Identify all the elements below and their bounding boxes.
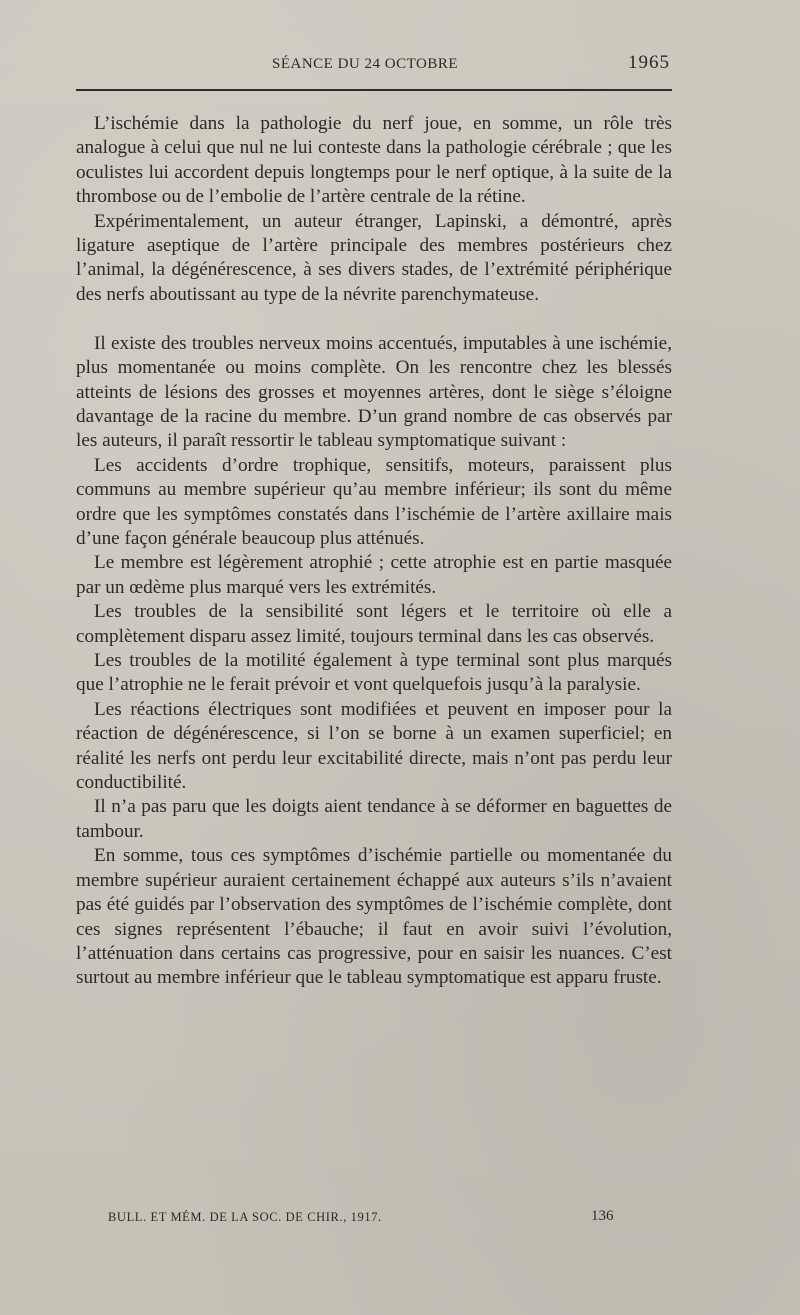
- paragraph-en-somme: En somme, tous ces symptômes d’ischémie partielle ou momentanée du membre supérieur auraient certainement échappé aux auteurs s’ils n’avaient pas été guidés par l’observation des symptômes de l’ischémie complète, dont ces signes représentent l’ébauche; il faut en avoir suivi l’évolution, l’atténuation dans certains cas progressive, pour en saisir les nuances. C’est surtout au membre inférieur que le tableau symptomatique est apparu fruste.: [76, 845, 672, 989]
- paragraph-accidents-trophiques: Les accidents d’ordre trophique, sensitifs, moteurs, paraissent plus communs au membre supérieur qu’au membre inférieur; ils sont du même ordre que les symptômes constatés dans l’ischémie de l’artère axillaire mais d’une façon générale beaucoup plus atténués.: [76, 454, 672, 549]
- paragraph-atrophie: Le membre est légèrement atrophié ; cette atrophie est en partie masquée par un œdème plus marqué vers les extrémités.: [76, 552, 672, 598]
- paragraph-doigts: Il n’a pas paru que les doigts aient tendance à se déformer en baguettes de tambour.: [76, 796, 672, 842]
- running-head: [76, 52, 672, 78]
- paragraph-ischemie-nerf: L’ischémie dans la pathologie du nerf joue, en somme, un rôle très analogue à celui que nul ne lui conteste dans la pathologie cérébrale ; que les oculistes lui accordent depuis longtemps pour le nerf optique, à la suite de la thrombose ou de l’embolie de l’artère centrale de la rétine.: [76, 113, 672, 208]
- body-text: [76, 112, 672, 991]
- paragraph-sensibilite: Les troubles de la sensibilité sont légers et le territoire où elle a complètement disparu assez limité, toujours terminal dans les cas observés.: [76, 601, 672, 647]
- page-footer: [76, 1208, 672, 1232]
- paragraph-lapinski: Expérimentalement, un auteur étranger, Lapinski, a démontré, après ligature aseptique de l’artère principale des membres postérieurs chez l’animal, la dégénérescence, à ses divers stades, de l’extrémité périphérique des nerfs aboutissant au type de la névrite parenchymateuse.: [76, 210, 672, 305]
- page-number: 1965: [628, 52, 670, 73]
- running-head-title: SÉANCE DU 24 OCTOBRE: [272, 56, 458, 72]
- paragraph-reactions-electriques: Les réactions électriques sont modifiées et peuvent en imposer pour la réaction de dégénérescence, si l’on se borne à un examen superficiel; en réalité les nerfs ont perdu leur excitabilité directe, mais n’ont pas perdu leur conductibilité.: [76, 698, 672, 794]
- paragraph-motilite: Les troubles de la motilité également à type terminal sont plus marqués que l’atrophie ne le ferait prévoir et vont quelquefois jusqu’à la paralysie.: [76, 650, 672, 696]
- paragraph-troubles-moins-accentues: Il existe des troubles nerveux moins accentués, imputables à une ischémie, plus momentanée ou moins complète. On les rencontre chez les blessés atteints de lésions des grosses et moyennes artères, dont le siège s’éloigne davantage de la racine du membre. D’un grand nombre de cas observés par les auteurs, il paraît ressortir le tableau symptomatique suivant :: [76, 332, 672, 452]
- header-rule: [76, 89, 672, 91]
- journal-reference: BULL. ET MÉM. DE LA SOC. DE CHIR., 1917.: [108, 1210, 382, 1224]
- signature-mark: 136: [591, 1208, 614, 1224]
